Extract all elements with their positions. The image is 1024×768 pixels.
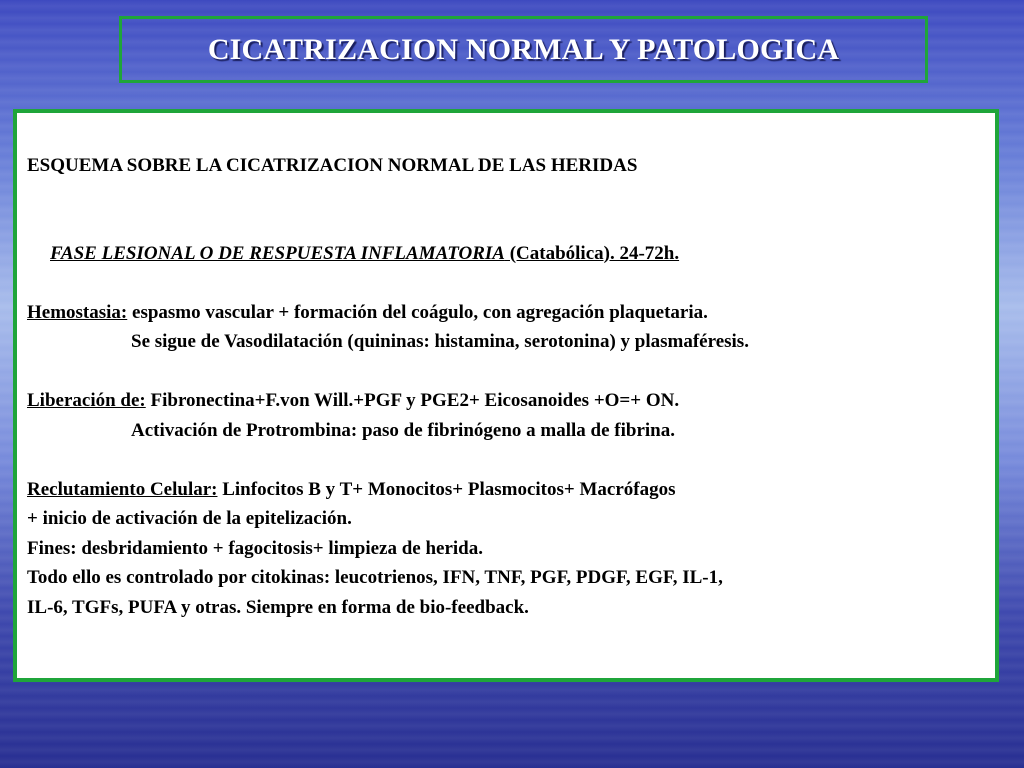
phase-title: FASE LESIONAL O DE RESPUESTA INFLAMATORIA (50, 242, 505, 264)
liberacion-label: Liberación de: (27, 390, 146, 411)
liberacion-line (27, 386, 995, 416)
spacer (27, 181, 995, 239)
spacer (27, 268, 995, 298)
phase-subtitle: (Catabólica). 24-72h. (504, 242, 680, 264)
reclutamiento-text: Linfocitos B y T+ Monocitos+ Plasmocitos+ Macrófagos (217, 478, 676, 500)
reclutamiento-label: Reclutamiento Celular: (27, 478, 218, 500)
hemostasia-line-2: Se sigue de Vasodilatación (quininas: histamina, serotonina) y plasmaféresis. (131, 331, 749, 352)
content-box (13, 109, 999, 682)
liberacion-text: Fibronectina+F.von Will.+PGF y PGE2+ Eicosanoides +O=+ ON. (145, 390, 680, 411)
reclutamiento-line-5: IL-6, TGFs, PUFA y otras. Siempre en forma de bio-feedback. (27, 596, 529, 618)
hemostasia-line (27, 298, 995, 328)
spacer (27, 357, 995, 387)
reclutamiento-line-2: + inicio de activación de la epitelización. (27, 508, 352, 529)
reclutamiento-line-3: Fines: desbridamiento + fagocitosis+ limpieza de herida. (27, 537, 483, 559)
liberacion-line-2: Activación de Protrombina: paso de fibrinógeno a malla de fibrina. (131, 419, 675, 441)
hemostasia-text: espasmo vascular + formación del coágulo, con agregación plaquetaria. (127, 301, 708, 323)
reclutamiento-line (27, 475, 995, 505)
phase-line (27, 239, 995, 269)
content-heading: ESQUEMA SOBRE LA CICATRIZACION NORMAL DE LAS HERIDAS (27, 155, 638, 176)
slide-title: CICATRIZACION NORMAL Y PATOLOGICA (207, 32, 840, 66)
reclutamiento-line-4: Todo ello es controlado por citokinas: leucotrienos, IFN, TNF, PGF, PDGF, EGF, IL-1, (27, 567, 723, 588)
spacer (27, 445, 995, 475)
title-box (119, 16, 928, 83)
hemostasia-label: Hemostasia: (27, 301, 128, 323)
